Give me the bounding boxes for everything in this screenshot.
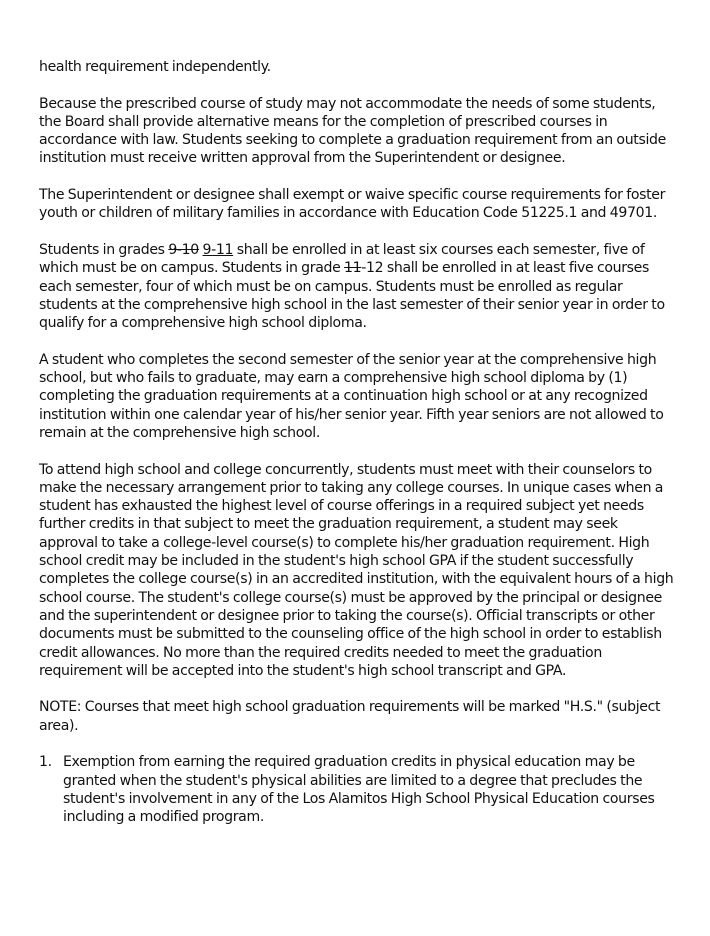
numbered-list: [39, 753, 680, 826]
inserted-text-grades: 9-11: [202, 241, 234, 258]
deleted-text-grades: 9-10: [168, 241, 199, 258]
paragraph-enrollment-requirements: [39, 241, 680, 332]
paragraph-fifth-year: A student who completes the second semester of the senior year at the comprehensive high school, but who fails to graduate, may earn a comprehensive high school diploma by (1) completing the graduation requirements at a continuation high school or at any recognized institution within one calendar year of his/her senior year. Fifth year seniors are not allowed to remain at the comprehensive high school.: [39, 351, 664, 441]
paragraph-health-requirement: health requirement independently.: [39, 59, 271, 75]
deleted-text-grade: 11: [344, 260, 362, 277]
list-item-number: 1.: [39, 754, 52, 771]
paragraph-note: NOTE: Courses that meet high school graduation requirements will be marked "H.S." (subject area).: [39, 699, 661, 734]
text-segment: shall be enrolled in at least six courses each semester, five of which must be on campus. Students in grade: [39, 241, 645, 277]
paragraph-exemption-foster-military: The Superintendent or designee shall exempt or waive specific course requirements for foster youth or children of military families in accordance with Education Code 51225.1 and 49701.: [39, 187, 666, 222]
paragraph-concurrent-enrollment: To attend high school and college concurrently, students must meet with their counselors to make the necessary arrangement prior to taking any college courses. In unique cases when a student has exhausted the highest level of course offerings in a required subject yet needs further credits in that subject to meet the graduation requirement, a student may seek approval to take a college-level course(s) to complete his/her graduation requirement. High school credit may be included in the student's high school GPA if the student successfully completes the college course(s) in an accredited institution, with the equivalent hours of a high school course. The student's college course(s) must be approved by the principal or designee and the superintendent or designee prior to taking the course(s). Official transcripts or other documents must be submitted to the counseling office of the high school in order to establish credit allowances. No more than the required credits needed to meet the graduation requirement will be accepted into the student's high school transcript and GPA.: [39, 461, 674, 679]
list-item-text: Exemption from earning the required graduation credits in physical education may be granted when the student's physical abilities are limited to a degree that precludes the student's involvement in any of the Los Alamitos High School Physical Education courses including a modified program.: [63, 754, 655, 826]
list-item: [39, 753, 680, 826]
text-segment: -12 shall be enrolled in at least five courses each semester, four of which must be on campus. Students must be enrolled as regular students at the comprehensive high school in the last semester of their senior year in order to qualify for a comprehensive high school diploma.: [39, 260, 665, 332]
paragraph-alternative-means: Because the prescribed course of study may not accommodate the needs of some students, the Board shall provide alternative means for the completion of prescribed courses in accordance with law. Students seeking to complete a graduation requirement from an outside institution must receive written approval from the Superintendent or designee.: [39, 95, 666, 167]
text-segment: Students in grades: [39, 241, 169, 258]
